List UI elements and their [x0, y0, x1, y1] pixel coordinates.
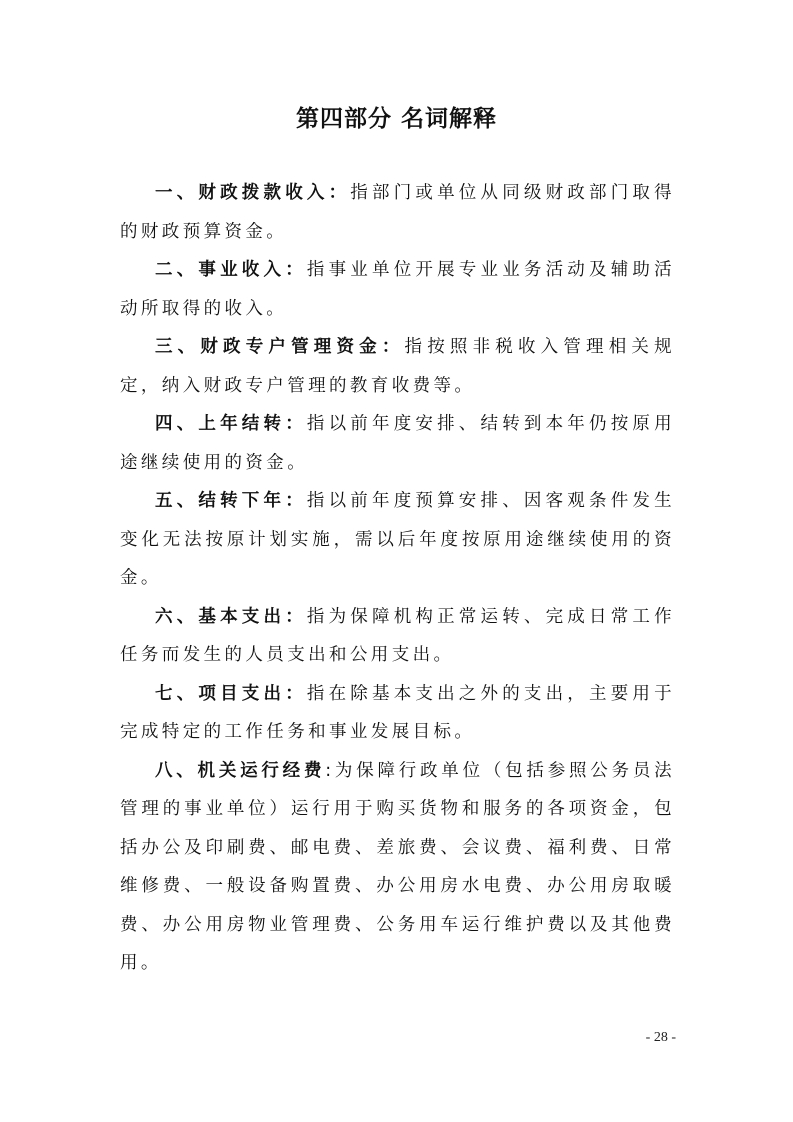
definition-paragraph	[120, 752, 675, 983]
definition-paragraph	[120, 174, 675, 251]
page-title: 第四部分 名词解释	[295, 106, 497, 132]
definition-paragraph	[120, 598, 675, 675]
definition-paragraph	[120, 405, 675, 482]
definition-text: 指以前年度预算安排、因客观条件发生变化无法按原计划实施，需以后年度按原用途继续使用的资金。	[120, 491, 675, 588]
definition-term: 二、事业收入：	[155, 260, 307, 280]
definition-term: 四、上年结转：	[155, 414, 307, 434]
definition-paragraph	[120, 251, 675, 328]
definition-text: 指在除基本支出之外的支出，主要用于完成特定的工作任务和事业发展目标。	[120, 683, 675, 742]
definition-term: 七、项目支出：	[155, 683, 307, 704]
definition-text: 指部门或单位从同级财政部门取得的财政预算资金。	[120, 183, 675, 242]
definition-paragraph	[120, 482, 675, 598]
definition-paragraph	[120, 675, 675, 752]
page-number: - 28 -	[645, 1030, 676, 1045]
definition-term: 一、财政拨款收入：	[155, 183, 351, 203]
definition-text: 指按照非税收入管理相关规定，纳入财政专户管理的教育收费等。	[120, 337, 675, 396]
definition-term: 六、基本支出：	[155, 606, 307, 627]
definition-text: :为保障行政单位（包括参照公务员法管理的事业单位）运行用于购买货物和服务的各项资金，包括办公及印刷费、邮电费、差旅费、会议费、福利费、日常维修费、一般设备购置费、办公用房水电费、办公用房取暖费、办公用房物业管理费、公务用车运行维护费以及其他费用。	[120, 760, 675, 973]
definition-text: 指事业单位开展专业业务活动及辅助活动所取得的收入。	[120, 260, 675, 319]
definition-text: 指以前年度安排、结转到本年仍按原用途继续使用的资金。	[120, 414, 675, 473]
definition-term: 八、机关运行经费	[155, 760, 326, 781]
definition-term: 三、财政专户管理资金：	[155, 337, 405, 357]
definitions-body	[120, 174, 675, 983]
definition-term: 五、结转下年：	[155, 491, 307, 511]
definition-text: 指为保障机构正常运转、完成日常工作任务而发生的人员支出和公用支出。	[120, 606, 675, 665]
definition-paragraph	[120, 328, 675, 405]
